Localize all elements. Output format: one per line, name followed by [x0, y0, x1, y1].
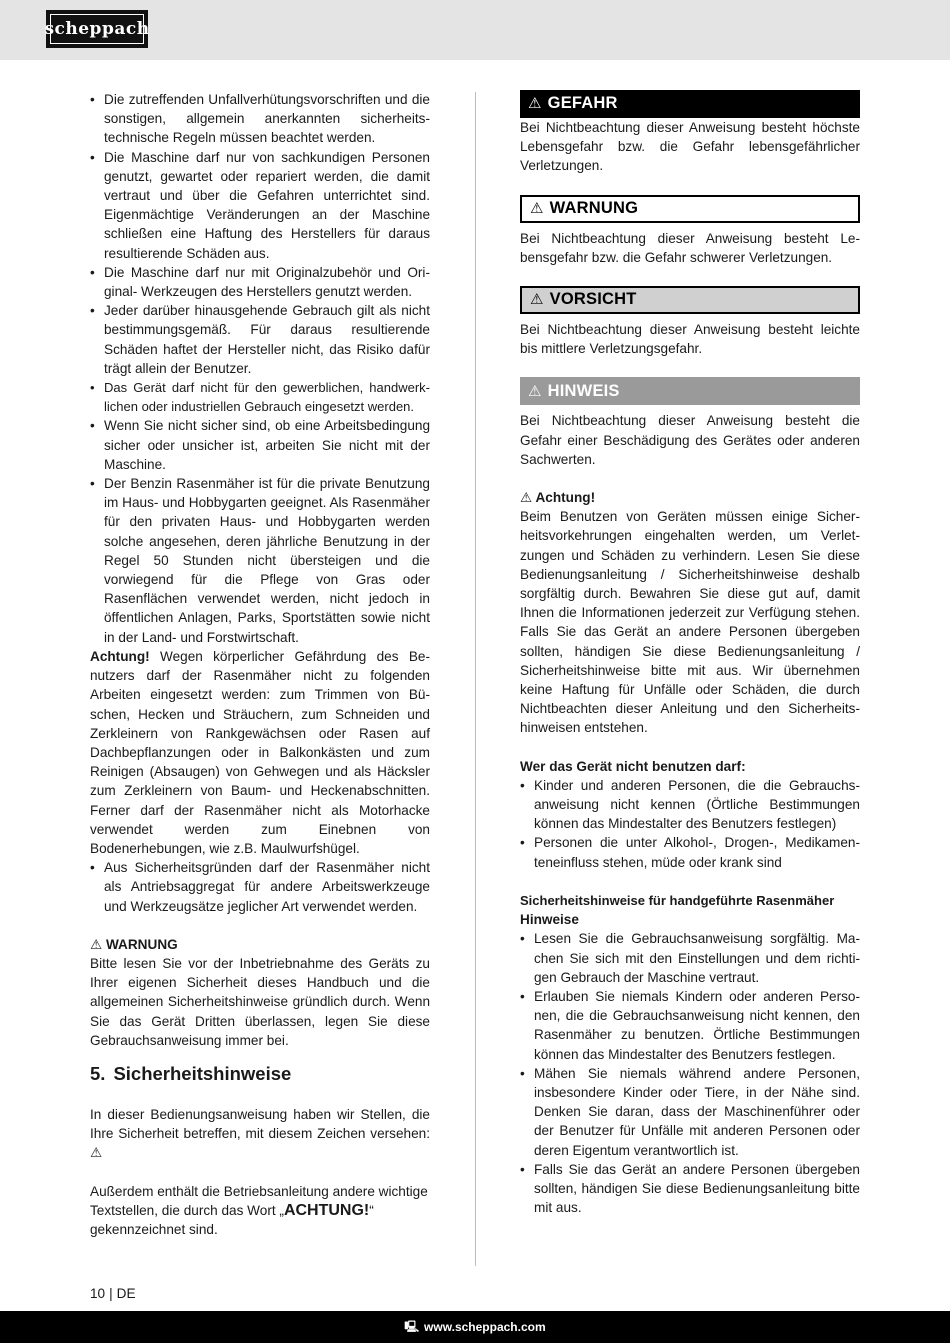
spacer: [520, 469, 860, 488]
spacer: [520, 358, 860, 377]
vorsicht-box: [520, 286, 860, 314]
spacer: [520, 176, 860, 195]
hinweise-list: [520, 929, 860, 1217]
warnung-heading: [90, 935, 430, 954]
achtung-label: Achtung!: [535, 490, 596, 506]
warning-triangle-icon: ⚠: [520, 490, 533, 506]
right-column: [520, 90, 860, 1217]
header-bar: [0, 0, 950, 60]
warning-triangle-icon: ⚠: [528, 95, 542, 113]
achtung-paragraph: [90, 647, 430, 858]
list-item: • Die Maschine darf nur von sachkundigen Personen genutzt, gewartet oder repariert werden, die damit vertraut und über die Gefahren unterrichtet sind. Eigenmächtige Veränderungen an der Maschine schließen eine Haftung des Herstellers für daraus resultierende Schäden aus.: [90, 148, 430, 263]
list-item: • Wenn Sie nicht sicher sind, ob eine Arbeitsbedingung sicher oder unsicher ist, arbeiten Sie nicht mit der Maschine.: [90, 416, 430, 474]
achtung-heading: [520, 488, 860, 507]
closing-paragraph: [90, 1182, 430, 1240]
achtung-text: Wegen körperlicher Gefährdung des Benutzers darf der Rasenmäher nicht zu folgenden Arbeiten eingesetzt werden: zum Trimmen von Büschen, Hecken und Sträuchern, zum Schneiden und Zerkleinern von Rankgewächsen oder Rasen auf Dachbepflanzungen oder in Balkonkästen und zum Reinigen (Absaugen) von Gehwegen und als Häcksler zum Zerkleinern von Baum- und Heckenabschnitten. Ferner darf der Rasenmäher nicht als Motorhacke verwendet werden zum Einebnen von Bodenerhebungen, wie z.B. Maulwurfshügel.: [90, 648, 430, 856]
list-item: • Kinder und anderen Personen, die die Gebrauchsanweisung nicht kennen (Örtliche Bestimmungen können das Mindestalter des Benutzers festlegen): [520, 776, 860, 834]
list-item: • Lesen Sie die Gebrauchsanweisung sorgfältig. Machen Sie sich mit den Einstellungen und dem richtigen Gebrauch der Maschine vertraut.: [520, 929, 860, 987]
warning-triangle-icon: ⚠: [530, 291, 544, 309]
spacer: [90, 1050, 430, 1060]
warning-triangle-icon: ⚠: [528, 382, 542, 400]
left-column: [90, 90, 430, 1239]
section-heading: [90, 1062, 430, 1086]
spacer: [90, 916, 430, 935]
warnung-text: Bei Nichtbeachtung dieser Anweisung besteht Lebensgefahr bzw. die Gefahr schwerer Verletzungen.: [520, 230, 860, 265]
list-item: • Mähen Sie niemals während andere Personen, insbesondere Kinder oder Tiere, in der Nähe sind. Denken Sie daran, dass der Maschinenführer oder der Benutzer für Unfälle mit anderen Personen oder deren Eigentum verantwortlich ist.: [520, 1064, 860, 1160]
hinweise-heading: Hinweise: [520, 912, 579, 928]
spacer: [520, 872, 860, 891]
gefahr-text: Bei Nichtbeachtung dieser Anweisung besteht höchste Lebensgefahr bzw. die Gefahr lebensgefährlicher Verletzungen.: [520, 120, 860, 174]
page-number-value: 10: [90, 1286, 106, 1301]
footer-bar: [0, 1311, 950, 1343]
handgefuehrt-heading: Sicherheitshinweise für handgeführte Rasenmäher: [520, 892, 835, 908]
nicht-benutzen-list: [520, 776, 860, 872]
drive-unit-list: [90, 858, 430, 916]
warnung-text: Bitte lesen Sie vor der Inbetriebnahme des Geräts zu Ihrer eigenen Sicherheit dieses Handbuch und die allgemeinen Sicherheitshinweise gründlich durch. Wenn Sie das Gerät Dritten überlassen, legen Sie diese Gebrauchsanweisung immer bei.: [90, 955, 430, 1048]
gefahr-label: GEFAHR: [547, 94, 618, 113]
hinweis-text: Bei Nichtbeachtung dieser Anweisung besteht die Gefahr einer Beschädigung des Gerätes oder anderen Sachwerten.: [520, 413, 860, 467]
list-item: • Personen die unter Alkohol-, Drogen-, Medikamenteneinfluss stehen, müde oder krank sind: [520, 833, 860, 871]
intro-paragraph: [90, 1105, 430, 1163]
brand-logo: scheppach: [46, 10, 148, 48]
hinweis-label: HINWEIS: [547, 381, 620, 400]
separator: |: [109, 1286, 113, 1301]
hinweis-box: [520, 377, 860, 405]
achtung-label: Achtung!: [90, 648, 150, 664]
gefahr-box: [520, 90, 860, 118]
achtung-text: Beim Benutzen von Geräten müssen einige Sicherheitsvorkehrungen eingehalten werden, um Verletzungen und Schäden zu verhindern. Lesen Sie diese Bedienungsanleitung / Sicherheitshinweise deshalb sorgfältig durch. Bewahren Sie diese gut auf, damit Ihnen die Informationen jederzeit zur Verfügung stehen. Falls Sie das Gerät an andere Personen übergeben sollten, händigen Sie diese Bedienungsanleitung / Sicherheitshinweise bitte mit aus. Wir übernehmen keine Haftung für Unfälle oder Schäden, die durch Nichtbeachten dieser Anleitung und den Sicherheitshinweisen entstehen.: [520, 509, 860, 736]
column-divider: [475, 92, 476, 1266]
spacer: [90, 1086, 430, 1105]
closing-text: Außerdem enthält die Betriebsanleitung andere wichtige Textstellen, die durch das Wort „: [90, 1183, 428, 1218]
warning-triangle-icon: ⚠: [90, 1145, 103, 1161]
computer-icon: 🖳: [404, 1320, 420, 1333]
page-number: [90, 1286, 136, 1301]
list-item: • Aus Sicherheitsgründen darf der Rasenmäher nicht als Antriebsaggregat für andere Arbeitswerkzeuge und Werkzeugsätze jeglicher Art verwendet werden.: [90, 858, 430, 916]
section-number: 5.: [90, 1062, 106, 1084]
spacer: [90, 1163, 430, 1182]
language-code: DE: [116, 1286, 136, 1301]
closing-text: “ gekennzeichnet sind.: [90, 1202, 374, 1237]
spacer: [520, 738, 860, 757]
list-item: • Falls Sie das Gerät an andere Personen übergeben sollten, händigen Sie diese Bedienungsanleitung bitte mit aus.: [520, 1160, 860, 1218]
list-item: • Das Gerät darf nicht für den gewerblichen, handwerklichen oder industriellen Gebrauch eingesetzt werden.: [90, 378, 430, 416]
list-item: • Der Benzin Rasenmäher ist für die private Benutzung im Haus- und Hobbygarten geeignet. Als Rasenmäher für den privaten Haus- und Hobbygarten werden solche angesehen, deren jährliche Benutzung in der Regel 50 Stunden nicht übersteigen und die vorwiegend für die Pflege von Gras oder Rasenflächen verwendet werden, nicht jedoch in öffentlichen Anlagen, Parks, Sportstätten sowie nicht in der Land- und Forstwirtschaft.: [90, 474, 430, 647]
list-item: • Die zutreffenden Unfallverhütungsvorschriften und die sonstigen, allgemein anerkannten sicherheitstechnische Regeln müssen beachtet werden.: [90, 90, 430, 148]
list-item: • Jeder darüber hinausgehende Gebrauch gilt als nicht bestimmungsgemäß. Für daraus resultierende Schäden haftet der Hersteller nicht, das Risiko dafür trägt allein der Benutzer.: [90, 301, 430, 378]
vorsicht-text: Bei Nichtbeachtung dieser Anweisung besteht leichte bis mittlere Verletzungsgefahr.: [520, 322, 860, 357]
nicht-benutzen-heading: Wer das Gerät nicht benutzen darf:: [520, 758, 746, 774]
achtung-word: ACHTUNG!: [283, 1201, 370, 1219]
list-item: • Erlauben Sie niemals Kindern oder anderen Personen, die die Gebrauchsanweisung nicht kennen, den Rasenmäher zu benutzen. Örtliche Bestimmungen können das Mindestalter des Benutzers festlegen.: [520, 987, 860, 1064]
spacer: [520, 267, 860, 286]
list-item: • Die Maschine darf nur mit Originalzubehör und Original- Werkzeugen des Herstellers genutzt werden.: [90, 263, 430, 301]
warnung-label: WARNUNG: [549, 199, 639, 217]
vorsicht-label: VORSICHT: [549, 290, 637, 309]
warning-triangle-icon: ⚠: [530, 200, 544, 217]
warnung-label: WARNUNG: [105, 936, 178, 952]
intro-text: In dieser Bedienungsanweisung haben wir Stellen, die Ihre Sicherheit betreffen, mit diesem Zeichen versehen:: [90, 1106, 430, 1142]
warnung-box: [520, 195, 860, 223]
warning-triangle-icon: ⚠: [90, 936, 103, 952]
website-link[interactable]: www.scheppach.com: [424, 1320, 546, 1334]
usage-rules-list: [90, 90, 430, 647]
section-title: Sicherheitshinweise: [113, 1062, 292, 1084]
